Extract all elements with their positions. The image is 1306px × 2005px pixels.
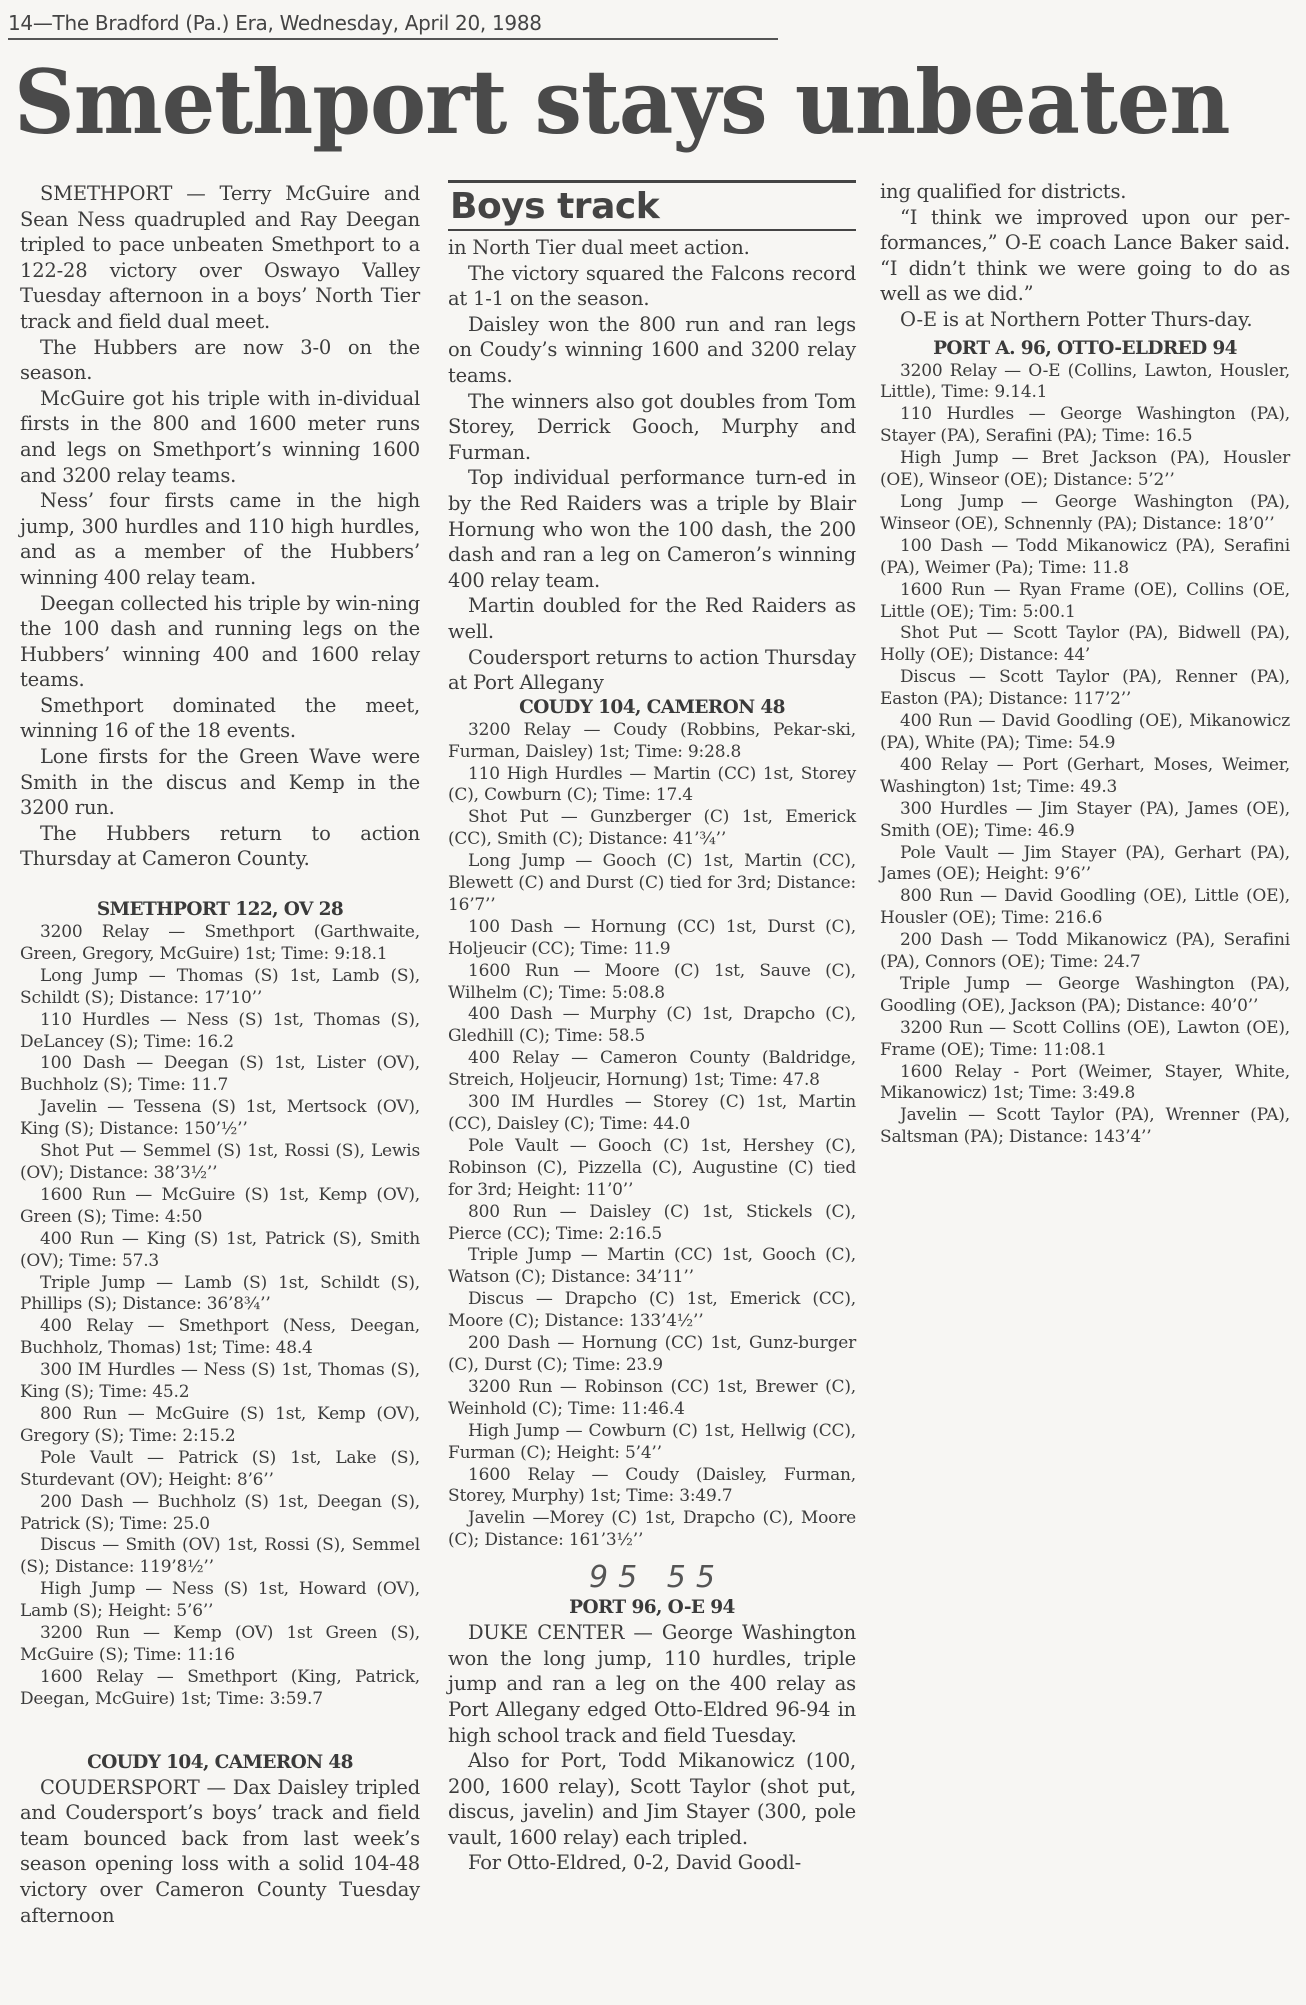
result-item: 100 Dash — Todd Mikanowicz (PA), Serafini (PA), Weimer (Pa); Time: 11.8 (880, 535, 1290, 578)
result-item: 200 Dash — Todd Mikanowicz (PA), Serafini (PA), Connors (OE); Time: 24.7 (880, 930, 1290, 973)
result-item: 3200 Relay — Smethport (Garthwaite, Green, Gregory, McGuire) 1st; Time: 9:18.1 (20, 922, 420, 964)
result-item: 1600 Relay — Smethport (King, Patrick, Deegan, McGuire) 1st; Time: 3:59.7 (20, 1666, 420, 1709)
result-item: 300 IM Hurdles — Ness (S) 1st, Thomas (S), King (S); Time: 45.2 (20, 1360, 420, 1403)
result-item: 400 Relay — Smethport (Ness, Deegan, Buchholz, Thomas) 1st; Time: 48.4 (20, 1316, 420, 1359)
result-item: 100 Dash — Deegan (S) 1st, Lister (OV), Buchholz (S); Time: 11.7 (20, 1053, 420, 1096)
middle-column (448, 180, 856, 1876)
result-item: 300 Hurdles — Jim Stayer (PA), James (OE), Smith (OE); Time: 46.9 (880, 798, 1290, 841)
result-item: 800 Run — David Goodling (OE), Little (OE), Housler (OE); Time: 216.6 (880, 886, 1290, 929)
result-item: 110 Hurdles — Ness (S) 1st, Thomas (S), DeLancey (S); Time: 16.2 (20, 1009, 420, 1052)
paragraph: Also for Port, Todd Mikanowicz (100, 200, 1600 relay), Scott Taylor (shot put, discus, javelin) and Jim Stayer (300, pole vault, 1600 relay) each tripled. (448, 1749, 856, 1849)
result-item: Javelin — Scott Taylor (PA), Wrenner (PA), Saltsman (PA); Distance: 143’4’’ (880, 1105, 1290, 1148)
result-item: High Jump — Ness (S) 1st, Howard (OV), Lamb (S); Height: 5’6’’ (20, 1579, 420, 1622)
dateline: 14—The Bradford (Pa.) Era, Wednesday, April 20, 1988 (8, 10, 778, 40)
story-heading-coudy: COUDY 104, CAMERON 48 (87, 1751, 353, 1773)
paragraph: The victory squared the Falcons record at 1-1 on the season. (448, 261, 856, 311)
port-story (448, 1620, 856, 1876)
result-item: 400 Relay — Port (Gerhart, Moses, Weimer, Washington) 1st; Time: 49.3 (880, 754, 1290, 797)
headline: Smethport stays unbeaten (14, 50, 1230, 154)
result-item: Shot Put — Scott Taylor (PA), Bidwell (PA), Holly (OE); Distance: 44’ (880, 623, 1290, 666)
coudy-story (20, 1775, 420, 1929)
paragraph: Deegan collected his triple by win-ning the 100 dash and running legs on the Hubbers’ winning 400 and 1600 relay teams. (20, 591, 420, 692)
result-item: Triple Jump — Martin (CC) 1st, Gooch (C), Watson (C); Distance: 34’11’’ (448, 1245, 856, 1288)
paragraph: “I think we improved upon our per-formances,” O-E coach Lance Baker said. “I didn’t think we were going to do as well as we did.” (880, 205, 1290, 306)
result-item: Discus — Smith (OV) 1st, Rossi (S), Semmel (S); Distance: 119’8½’’ (20, 1535, 420, 1578)
paragraph: For Otto-Eldred, 0-2, David Goodl- (468, 1851, 801, 1875)
paragraph: McGuire got his triple with in-dividual firsts in the 800 and 1600 meter runs and legs on Smethport’s winning 1600 and 3200 relay teams. (20, 386, 420, 487)
result-item: 1600 Run — Ryan Frame (OE), Collins (OE, Little (OE); Tim: 5:00.1 (880, 579, 1290, 622)
result-item: High Jump — Bret Jackson (PA), Housler (OE), Winseor (OE); Distance: 5’2’’ (880, 448, 1290, 491)
result-item: High Jump — Cowburn (C) 1st, Hellwig (CC), Furman (C); Height: 5’4’’ (448, 1420, 856, 1463)
result-item: 800 Run — McGuire (S) 1st, Kemp (OV), Gregory (S); Time: 2:15.2 (20, 1403, 420, 1446)
results-list-coudy (448, 720, 856, 1552)
result-item: 400 Run — King (S) 1st, Patrick (S), Smith (OV); Time: 57.3 (20, 1228, 420, 1271)
result-item: 3200 Run — Kemp (OV) 1st Green (S), McGuire (S); Time: 11:16 (20, 1623, 420, 1665)
paragraph: Daisley won the 800 run and ran legs on Coudy’s winning 1600 and 3200 relay teams. (448, 312, 856, 387)
paragraph: Ness’ four firsts came in the high jump, 300 hurdles and 110 high hurdles, and as a member of the Hubbers’ winning 400 relay team. (20, 489, 420, 589)
paragraph: Lone firsts for the Green Wave were Smith in the discus and Kemp in the 3200 run. (20, 745, 420, 820)
result-item: 800 Run — Daisley (C) 1st, Stickels (C), Pierce (CC); Time: 2:16.5 (448, 1201, 856, 1244)
paragraph: The Hubbers return to action Thursday at Cameron County. (20, 821, 420, 871)
result-item: Triple Jump — Lamb (S) 1st, Schildt (S), Phillips (S); Distance: 36’8¾’’ (20, 1272, 420, 1315)
result-item: 1600 Relay - Port (Weimer, Stayer, White, Mikanowicz) 1st; Time: 3:49.8 (880, 1061, 1290, 1104)
result-item: 300 IM Hurdles — Storey (C) 1st, Martin (CC), Daisley (C); Time: 44.0 (448, 1092, 856, 1134)
result-item: 3200 Run — Robinson (CC) 1st, Brewer (C), Weinhold (C); Time: 11:46.4 (448, 1376, 856, 1419)
result-item: Pole Vault — Gooch (C) 1st, Hershey (C), Robinson (C), Pizzella (C), Augustine (C) tied for 3rd; Height: 11’0’’ (448, 1135, 856, 1200)
result-item: 3200 Run — Scott Collins (OE), Lawton (OE), Frame (OE); Time: 11:08.1 (880, 1017, 1290, 1060)
result-item: Pole Vault — Patrick (S) 1st, Lake (S), Sturdevant (OV); Height: 8’6’’ (20, 1447, 420, 1490)
result-item: Javelin —Morey (C) 1st, Drapcho (C), Moore (C); Distance: 161’3½’’ (448, 1508, 856, 1551)
result-item: 400 Dash — Murphy (C) 1st, Drapcho (C), Gledhill (C); Time: 58.5 (448, 1004, 856, 1047)
kicker-title: Boys track (450, 186, 660, 227)
result-item: Pole Vault — Jim Stayer (PA), Gerhart (PA), James (OE); Height: 9’6’’ (880, 842, 1290, 885)
results-heading-smethport: SMETHPORT 122, OV 28 (96, 899, 344, 921)
paragraph: COUDERSPORT — Dax Daisley tripled and Coudersport’s boys’ track and field team bounced back from last week’s season opening loss with a solid 104-48 victory over Cameron County Tuesday afternoon (20, 1775, 420, 1927)
port-story-continued (880, 179, 1290, 333)
left-column (20, 181, 420, 1928)
result-item: 200 Dash — Buchholz (S) 1st, Deegan (S), Patrick (S); Time: 25.0 (20, 1491, 420, 1534)
paragraph: Coudersport returns to action Thursday at Port Allegany (448, 645, 856, 695)
paragraph: Smethport dominated the meet, winning 16 of the 18 events. (20, 693, 420, 743)
result-item: Shot Put — Gunzberger (C) 1st, Emerick (CC), Smith (C); Distance: 41’¾’’ (448, 807, 856, 850)
story-heading-port: PORT 96, O-E 94 (569, 1597, 735, 1619)
paragraph: Martin doubled for the Red Raiders as well. (448, 594, 856, 643)
result-item: 3200 Relay — O-E (Collins, Lawton, Housler, Little), Time: 9.14.1 (880, 360, 1290, 403)
paragraph: DUKE CENTER — George Washington won the long jump, 110 hurdles, triple jump and ran a leg on the 400 relay as Port Allegany edged Otto-Eldred 96-94 in high school track and field Tuesday. (448, 1621, 856, 1747)
result-item: 3200 Relay — Coudy (Robbins, Pekar-ski, Furman, Daisley) 1st; Time: 9:28.8 (448, 719, 856, 762)
paragraph: The Hubbers are now 3-0 on the season. (20, 335, 420, 385)
result-item: 1600 Run — McGuire (S) 1st, Kemp (OV), Green (S); Time: 4:50 (20, 1184, 420, 1227)
right-column (880, 179, 1290, 1149)
results-list-smethport (20, 922, 420, 1711)
result-item: Discus — Drapcho (C) 1st, Emerick (CC), Moore (C); Distance: 133’4½’’ (448, 1289, 856, 1332)
result-item: 400 Run — David Goodling (OE), Mikanowicz (PA), White (PA); Time: 54.9 (880, 711, 1290, 753)
coudy-story-continued (448, 235, 856, 696)
section-kicker (448, 180, 856, 231)
paragraph: O-E is at Northern Potter Thurs-day. (900, 307, 1253, 331)
result-item: 1600 Run — Moore (C) 1st, Sauve (C), Wilhelm (C); Time: 5:08.8 (448, 960, 856, 1003)
paragraph: SMETHPORT — Terry McGuire and Sean Ness quadrupled and Ray Deegan tripled to pace unbeaten Smethport to a 122-28 victory over Oswayo Valley Tuesday afternoon in a boys’ North Tier track and field dual meet. (20, 182, 420, 333)
result-item: Long Jump — George Washington (PA), Winseor (OE), Schnennly (PA); Distance: 18’0’’ (880, 492, 1290, 534)
result-item: Shot Put — Semmel (S) 1st, Rossi (S), Lewis (OV); Distance: 38’3½’’ (20, 1141, 420, 1183)
result-item: Long Jump — Gooch (C) 1st, Martin (CC), Blewett (C) and Durst (C) tied for 3rd; Distance: 16’7’’ (448, 851, 856, 915)
result-item: 200 Dash — Hornung (CC) 1st, Gunz-burger (C), Durst (C); Time: 23.9 (448, 1333, 856, 1375)
result-item: Triple Jump — George Washington (PA), Goodling (OE), Jackson (PA); Distance: 40’0’’ (880, 973, 1290, 1016)
result-item: 1600 Relay — Coudy (Daisley, Furman, Storey, Murphy) 1st; Time: 3:49.7 (448, 1464, 856, 1507)
results-list-port (880, 361, 1290, 1150)
paragraph: in North Tier dual meet action. (448, 236, 750, 259)
paragraph: ing qualified for districts. (880, 180, 1127, 203)
result-item: 110 High Hurdles — Martin (CC) 1st, Storey (C), Cowburn (C); Time: 17.4 (448, 763, 856, 806)
result-item: Javelin — Tessena (S) 1st, Mertsock (OV), King (S); Distance: 150’½’’ (20, 1097, 420, 1140)
smethport-story (20, 181, 420, 872)
result-item: Discus — Scott Taylor (PA), Renner (PA), Easton (PA); Distance: 117’2’’ (880, 667, 1290, 710)
result-item: Long Jump — Thomas (S) 1st, Lamb (S), Schildt (S); Distance: 17’10’’ (20, 965, 420, 1008)
result-item: 100 Dash — Hornung (CC) 1st, Durst (C), Holjeucir (CC); Time: 11.9 (448, 916, 856, 959)
paragraph: Top individual performance turn-ed in by the Red Raiders was a triple by Blair Hornung who won the 100 dash, the 200 dash and ran a leg on Cameron’s winning 400 relay team. (448, 466, 856, 592)
result-item: 400 Relay — Cameron County (Baldridge, Streich, Holjeucir, Hornung) 1st; Time: 47.8 (448, 1048, 856, 1091)
handwritten-note: 95 55 (589, 1560, 725, 1596)
results-heading-coudy: COUDY 104, CAMERON 48 (519, 696, 785, 718)
result-item: 110 Hurdles — George Washington (PA), Stayer (PA), Serafini (PA); Time: 16.5 (880, 404, 1290, 447)
paragraph: The winners also got doubles from Tom Storey, Derrick Gooch, Murphy and Furman. (448, 389, 856, 464)
results-heading-port: PORT A. 96, OTTO-ELDRED 94 (933, 337, 1237, 359)
